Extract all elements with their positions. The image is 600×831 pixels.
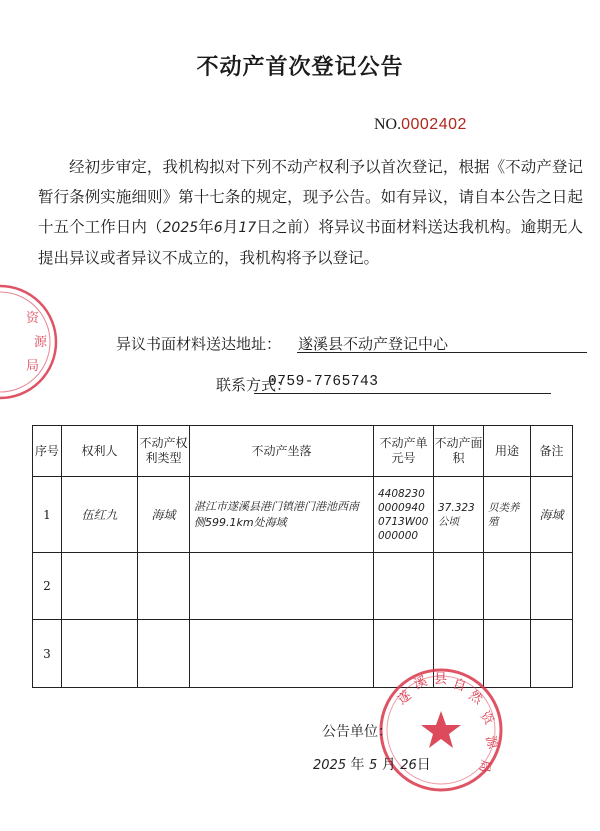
header-seq: 序号 — [33, 426, 62, 477]
contact-phone: 0759-7765743 — [268, 374, 379, 390]
serial-number-value: 0002402 — [401, 116, 467, 133]
notice-paragraph: 经初步审定，我机构拟对下列不动产权利予以首次登记，根据《不动产登记暂行条例实施细则》第十七条的规定，现予公告。如有异议，请自本公告之日起十五个工作日内（2025年6月17日之前）将异议书面材料送达我机构。逾期无人提出异议或者异议不成立的，我机构将予以登记。 — [38, 158, 583, 267]
objection-address-label: 异议书面材料送达地址： — [116, 335, 282, 353]
contact-label: 联系方式： — [216, 376, 292, 394]
svg-text:资: 资 — [26, 311, 40, 326]
svg-text:局: 局 — [26, 359, 40, 374]
row-seq: 2 — [33, 553, 62, 620]
notice-title: 不动产首次登记公告 — [196, 55, 404, 80]
objection-address-value: 遂溪县不动产登记中心 — [298, 335, 449, 353]
row-unit-no: 440823000009400713W00000000 — [374, 477, 434, 553]
date-year: 2025 — [313, 758, 347, 773]
svg-text:然: 然 — [465, 687, 485, 708]
svg-text:源: 源 — [34, 335, 48, 350]
header-unit-no: 不动产单元号 — [374, 426, 434, 477]
svg-text:局: 局 — [475, 758, 493, 774]
date-day: 26 — [400, 758, 417, 773]
svg-text:县: 县 — [434, 672, 448, 687]
row-use: 贝类养殖 — [484, 477, 531, 553]
svg-text:资: 资 — [476, 708, 497, 728]
registration-table — [32, 425, 573, 688]
row-seq: 1 — [33, 477, 62, 553]
row-area: 37.323公顷 — [434, 477, 484, 553]
header-right-type: 不动产权利类型 — [138, 426, 190, 477]
issuer-label: 公告单位： — [322, 724, 392, 740]
handwritten-year: 2025 — [162, 220, 199, 236]
issue-date: 2025 年 5 月 26日 — [313, 757, 431, 773]
row-seq: 3 — [33, 620, 62, 688]
row-right-type: 海域 — [138, 477, 190, 553]
row-note: 海域 — [531, 477, 573, 553]
svg-text:遂: 遂 — [394, 688, 415, 709]
row-holder: 伍红九 — [62, 477, 138, 553]
header-use: 用途 — [484, 426, 531, 477]
official-seal-right — [376, 665, 506, 795]
row-location: 湛江市遂溪县港门镇港门港池西南侧599.1km处海域 — [190, 477, 374, 553]
handwritten-month: 6 — [213, 220, 223, 236]
header-location: 不动产坐落 — [190, 426, 374, 477]
contact-underline — [254, 393, 551, 394]
table-row — [33, 553, 573, 620]
svg-text:溪: 溪 — [411, 673, 430, 693]
partial-official-seal-left — [0, 282, 60, 402]
header-area: 不动产面 积 — [434, 426, 484, 477]
header-note: 备注 — [531, 426, 573, 477]
table-row — [33, 477, 573, 553]
serial-number: NO.0002402 — [374, 116, 467, 133]
date-month: 5 — [369, 758, 378, 773]
table-header-row — [33, 426, 573, 477]
handwritten-day: 17 — [238, 220, 257, 236]
svg-text:自: 自 — [450, 676, 468, 695]
header-holder: 权利人 — [62, 426, 138, 477]
svg-text:源: 源 — [482, 734, 500, 751]
address-underline — [297, 352, 587, 353]
